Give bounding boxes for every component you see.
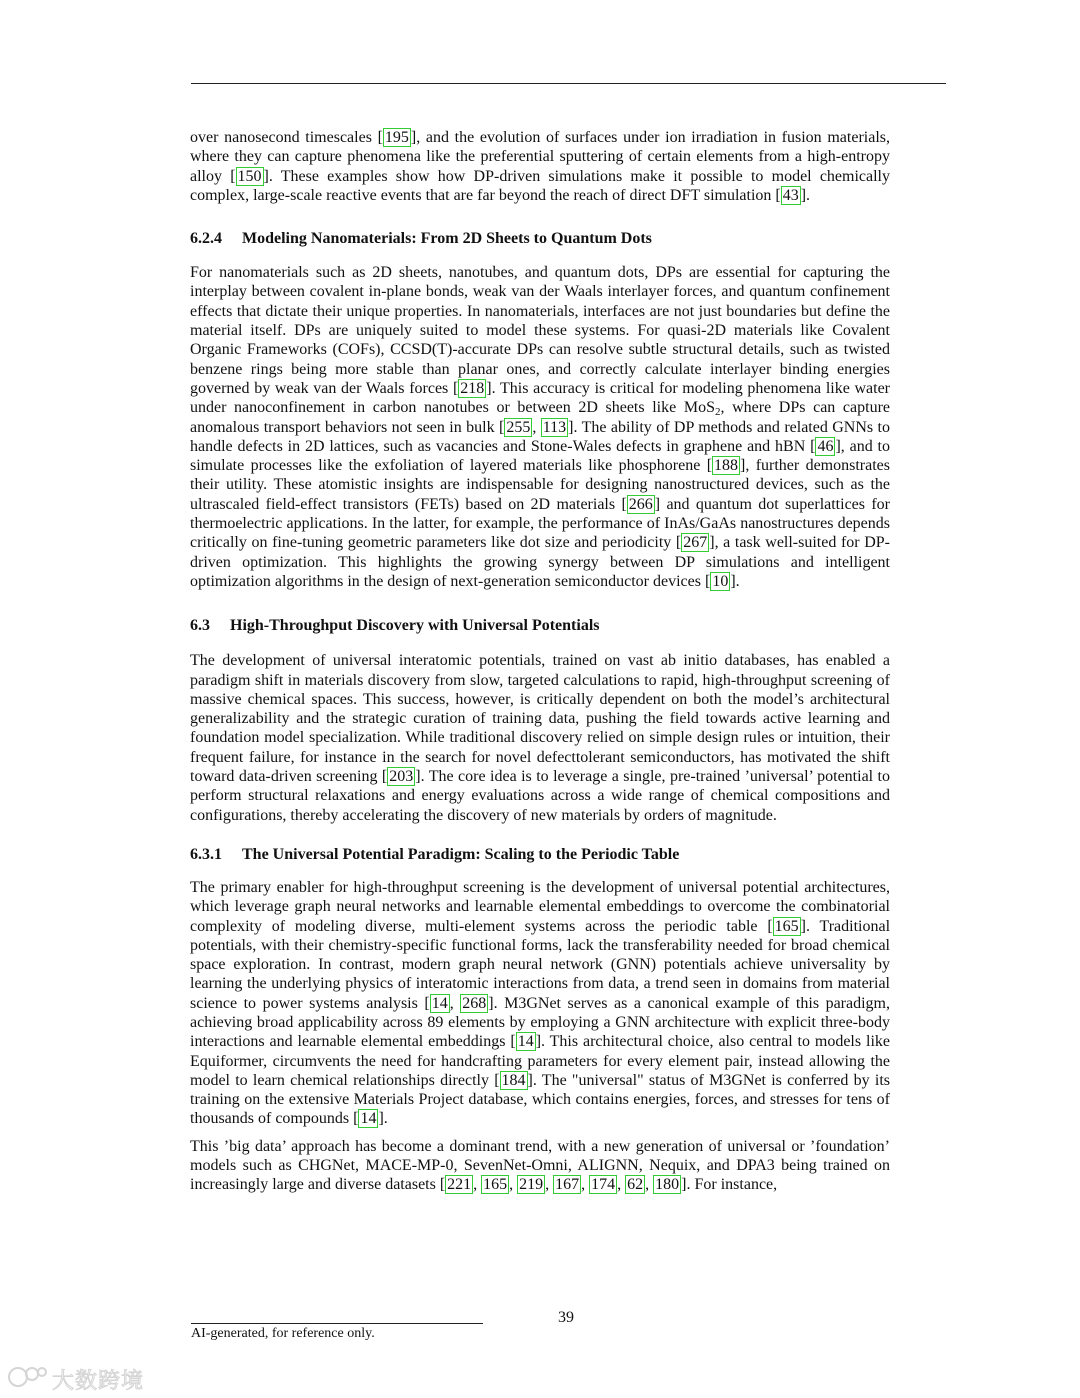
citation-link[interactable]: 150	[237, 167, 262, 185]
citation-link[interactable]: 10	[712, 572, 729, 590]
citation-link[interactable]: 267	[683, 534, 708, 552]
heading-number: 6.3.1	[190, 845, 222, 863]
subscript: 2	[714, 406, 721, 419]
citation-link[interactable]: 203	[389, 768, 414, 786]
paragraph: The development of universal interatomic potentials, trained on vast ab initio databases, has enabled a paradigm shift in materials discovery from slow, targeted calculations to rapid, high-throughput screening of massive chemical spaces. This success, however, is critically dependent on both the model’s architectural generalizability and the strategic curation of training data, pushing the field towards active learning and foundation model specialization. While traditional discovery relied on simple design rules or intuition, their frequent failure, for instance in the search for novel defecttolerant semiconductors, has motivated the shift toward data-driven screening [ 203 ]. The core idea is to leverage a single, pre-trained ’universal’ potential to perform structural relaxations and energy evaluations across a wide range of chemical compositions and configurations, thereby accelerating the discovery of new materials by orders of magnitude.	[190, 652, 890, 824]
citation-link[interactable]: 195	[384, 129, 409, 146]
citation-link[interactable]: 174	[591, 1176, 616, 1194]
citation-link[interactable]: 218	[460, 379, 485, 397]
citation-link[interactable]: 14	[360, 1110, 377, 1128]
citation-link[interactable]: 46	[817, 437, 834, 455]
footnote: AI-generated, for reference only.	[191, 1326, 375, 1341]
citation-link[interactable]: 62	[627, 1176, 644, 1194]
citation-link[interactable]: 188	[714, 457, 739, 475]
watermark-icon	[6, 1362, 50, 1392]
subsection-heading-6-2-4	[190, 229, 890, 249]
section-heading-6-3	[190, 616, 890, 636]
citation-link[interactable]: 165	[483, 1176, 508, 1194]
citation-link[interactable]: 221	[447, 1176, 472, 1194]
heading-title: The Universal Potential Paradigm: Scaling to the Periodic Table	[242, 845, 680, 863]
heading-title: Modeling Nanomaterials: From 2D Sheets to Quantum Dots	[242, 230, 652, 248]
paragraph: This ’big data’ approach has become a dominant trend, with a new generation of universal or ’foundation’ models such as CHGNet, MACE-MP-0, SevenNet-Omni, ALIGNN, Nequix, and DPA3 being trained on increasingly large and diverse datasets [ 221 , 165 , 219 , 167 , 174 , 62 , 180 ]. For instance,	[190, 1137, 890, 1194]
watermark-text: 大数跨境	[52, 1369, 145, 1394]
heading-number: 6.2.4	[190, 230, 222, 248]
paragraph: For nanomaterials such as 2D sheets, nanotubes, and quantum dots, DPs are essential for capturing the interplay between covalent in-plane bonds, weak van der Waals interlayer forces, and quantum confinement effects that dictate their unique properties. In nanomaterials, interfaces are not just boundaries but define the material itself. DPs are uniquely suited to model these systems. For quasi-2D materials like Covalent Organic Frameworks (COFs), CCSD(T)-accurate DPs can resolve subtle structural details, such as twisted benzene rings being more stable than planar ones, and correctly calculate interlayer binding energies governed by weak van der Waals forces [ 218 ]. This accuracy is critical for modeling phenomena like water under nanoconfinement in carbon nanotubes or between 2D sheets like MoS$_2$, where DPs can capture anomalous transport behaviors not seen in bulk [ 255 , 113 ]. The ability of DP methods and related GNNs to handle defects in 2D lattices, such as vacancies and Stone-Wales defects in graphene and hBN [ 46 ], and to simulate processes like the exfoliation of layered materials like phosphorene [ 188 ], further demonstrates their utility. These atomistic insights are indispensable for designing nanostructured devices, such as the ultrascaled field-effect transistors (FETs) based on 2D materials [ 266 ] and quantum dot superlattices for thermoelectric applications. In the latter, for example, the performance of InAs/GaAs nanostructures depends critically on fine-tuning geometric parameters like dot size and periodicity [ 267 ], a task well-suited for DP-driven optimization. This highlights the growing synergy between DP simulations and intelligent optimization algorithms in the design of next-generation semiconductor devices [ 10 ].	[190, 264, 891, 590]
page-number: 39	[558, 1309, 574, 1326]
citation-link[interactable]: 266	[628, 495, 653, 513]
paragraph: The primary enabler for high-throughput screening is the development of universal potential architectures, which leverage graph neural networks and learnable elemental embeddings to overcome the combinatorial complexity of modeling diverse, multi-element systems across the periodic table [ 165 ]. Traditional potentials, with their chemistry-specific functional forms, lack the transferability needed for broad chemical space exploration. In contrast, modern graph neural network (GNN) potentials achieve universality by learning the underlying physics of interatomic interactions from data, a trend seen in domains from material science to power systems analysis [ 14 , 268 ]. M3GNet serves as a canonical example of this paradigm, achieving broad applicability across 89 elements by employing a GNN architecture with explicit three-body interactions and learnable elemental embeddings [ 14 ]. This architectural choice, also central to models like Equiformer, circumvents the need for handcrafting parameters for every element pair, instead allowing the model to learn chemical relationships directly [ 184 ]. The "universal" status of M3GNet is conferred by its training on the extensive Materials Project database, which contains energies, forces, and stresses for tens of thousands of compounds [ 14 ].	[190, 878, 891, 1128]
heading-title: High-Throughput Discovery with Universal Potentials	[230, 617, 600, 635]
page-body	[190, 128, 890, 1195]
citation-link[interactable]: 14	[517, 1033, 534, 1051]
paragraph: over nanosecond timescales [ 195 ], and the evolution of surfaces under ion irradiation in fusion materials, where they can capture phenomena like the preferential sputtering of certain elements from a high-entropy alloy [ 150 ]. These examples show how DP-driven simulations make it possible to model chemically complex, large-scale reactive events that are far beyond the reach of direct DFT simulation [ 43 ].	[190, 129, 891, 204]
citation-link[interactable]: 268	[462, 994, 487, 1012]
citation-link[interactable]: 184	[501, 1071, 526, 1089]
citation-link[interactable]: 43	[782, 186, 799, 204]
citation-link[interactable]: 14	[431, 994, 448, 1012]
watermark-logo	[6, 1362, 146, 1392]
citation-link[interactable]: 219	[519, 1176, 544, 1194]
citation-link[interactable]: 180	[655, 1176, 680, 1194]
citation-link[interactable]: 255	[506, 418, 531, 436]
citation-link[interactable]: 165	[774, 917, 799, 935]
footnote-rule	[191, 1323, 483, 1324]
subsection-heading-6-3-1	[190, 845, 890, 865]
header-rule	[191, 83, 946, 84]
citation-link[interactable]: 167	[555, 1176, 580, 1194]
citation-link[interactable]: 113	[542, 418, 567, 436]
heading-number: 6.3	[190, 617, 210, 635]
